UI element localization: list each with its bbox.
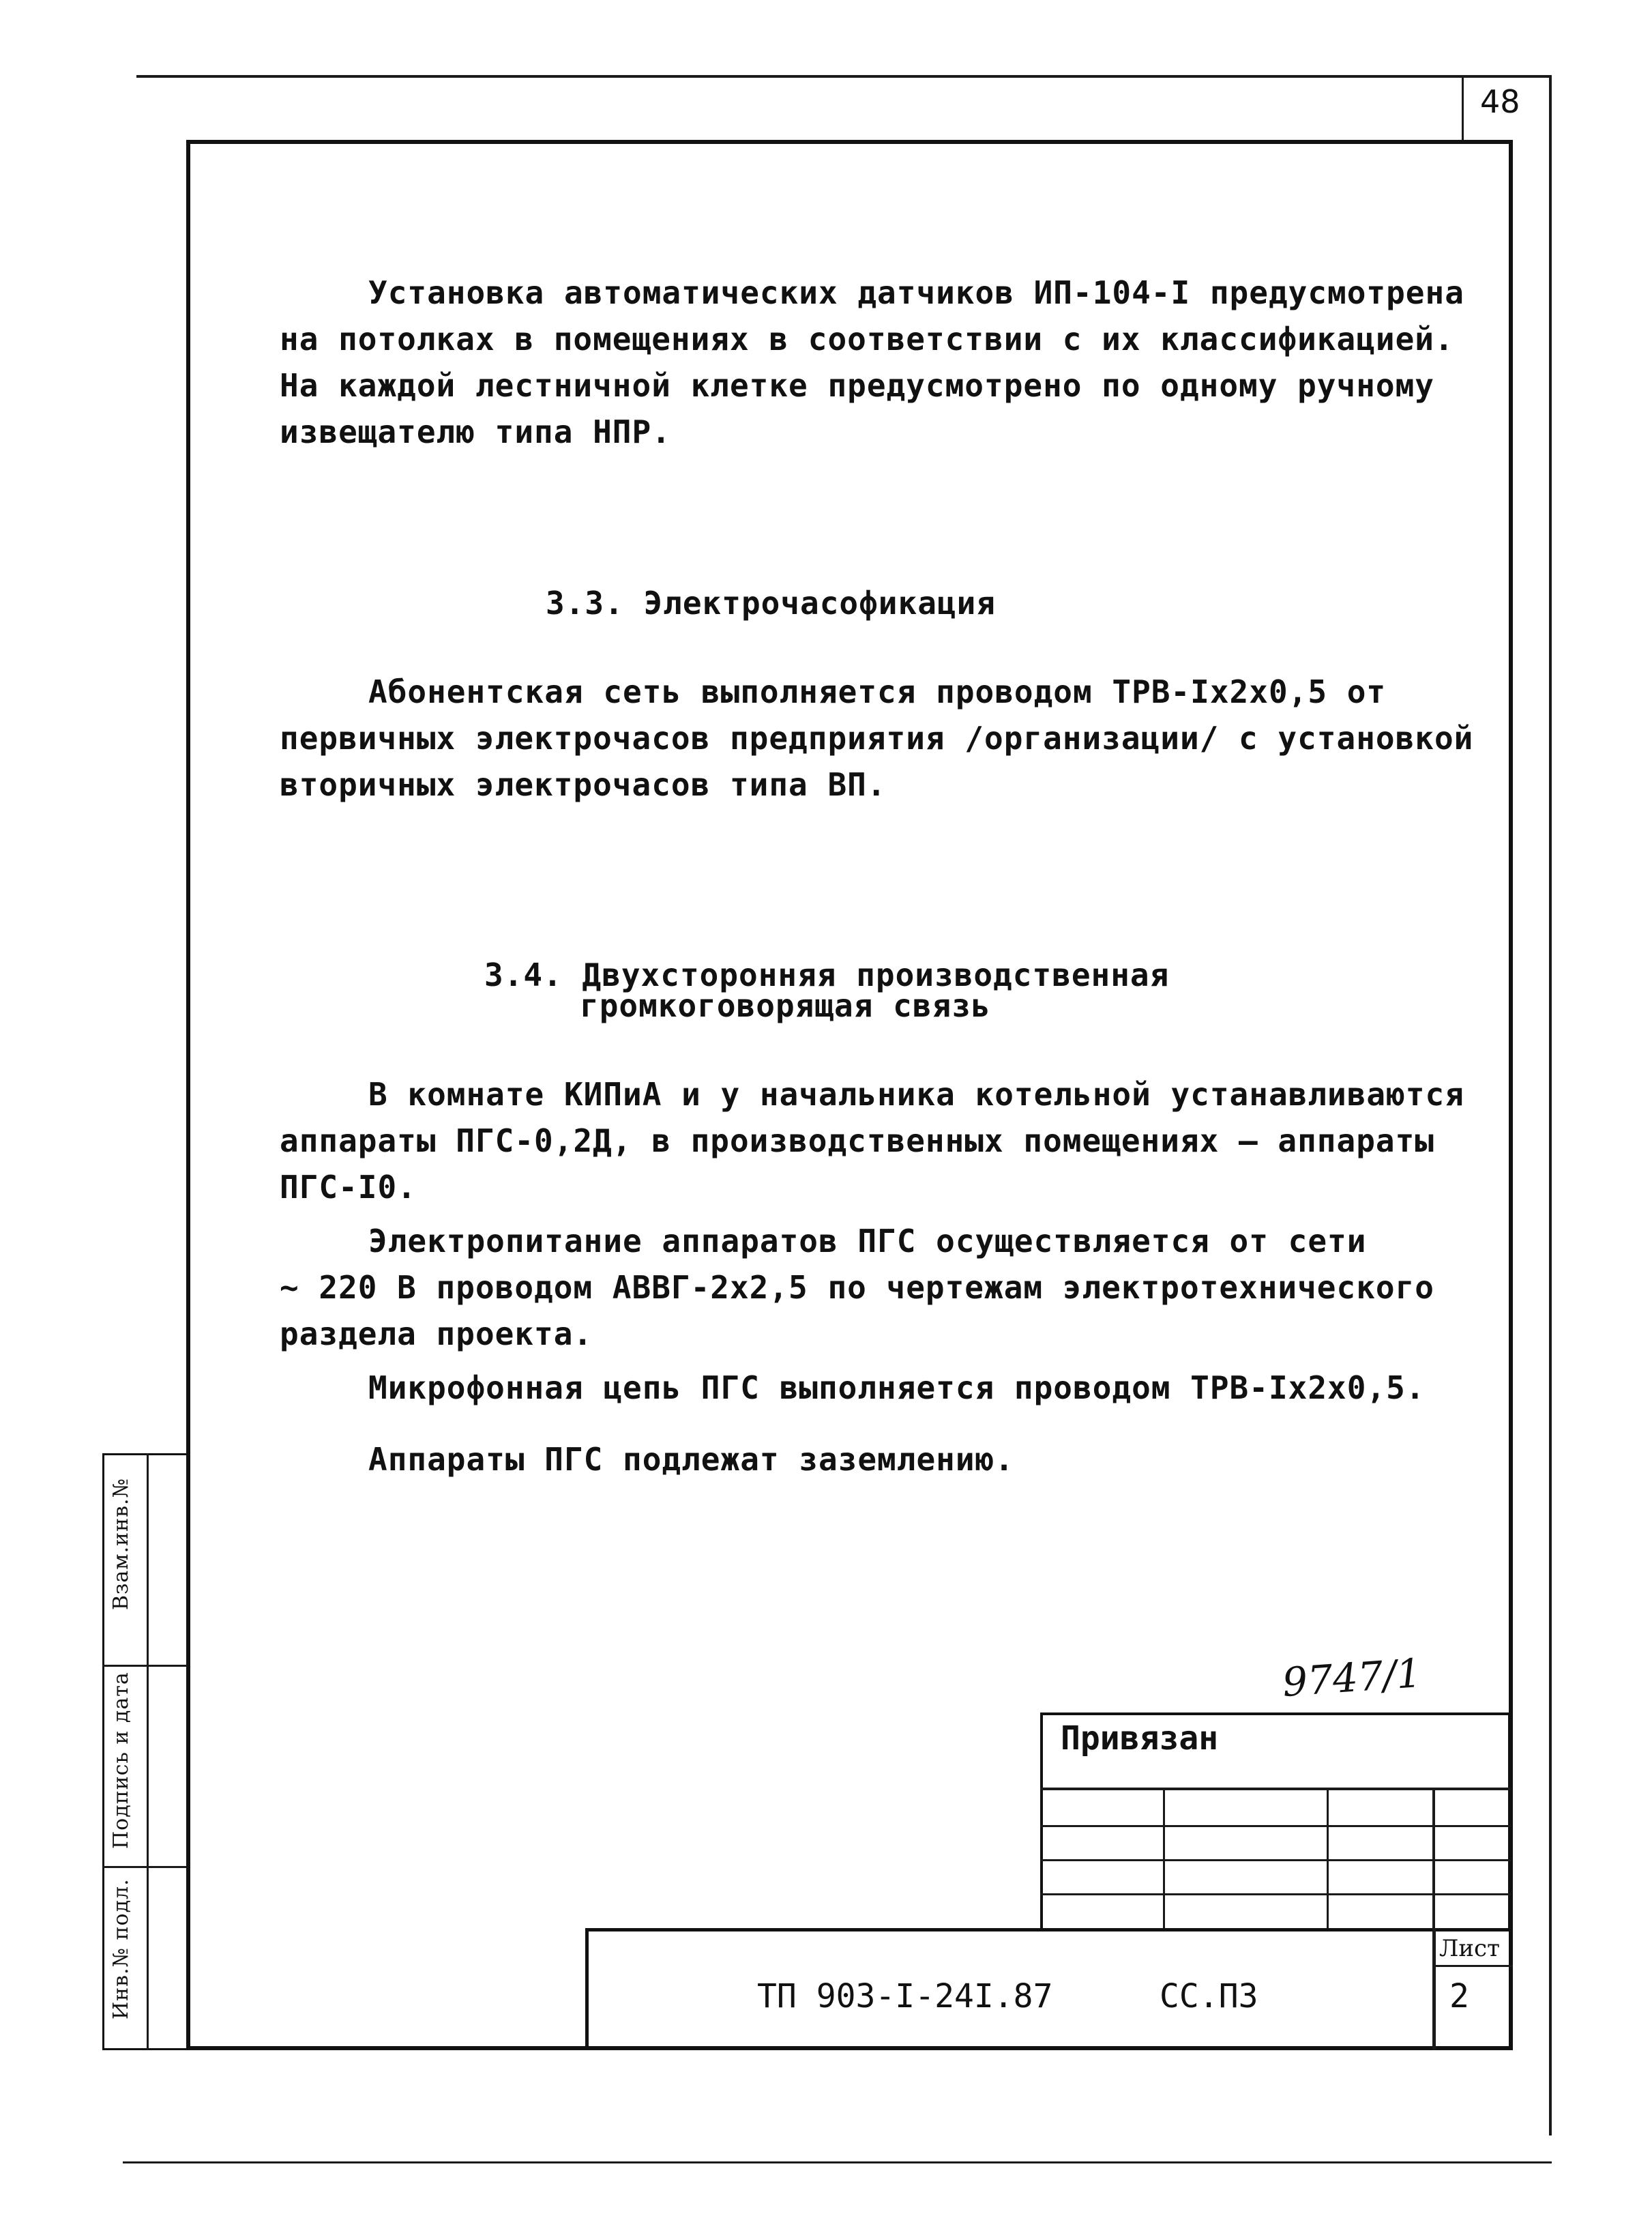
handwritten-number: 9747/1: [1280, 1649, 1424, 1706]
detectors-paragraph: [280, 269, 1464, 455]
stamp-h2: [1040, 1825, 1511, 1827]
text-line: ~ 220 В проводом АВВГ-2х2,5 по чертежам электротехнического: [280, 1269, 1434, 1306]
stamp-sheet-number: 2: [1449, 1977, 1469, 2015]
text-line: раздела проекта.: [280, 1315, 593, 1352]
stamp-v1: [1163, 1788, 1165, 1931]
side-strip-row1: [102, 1665, 186, 1667]
side-label-inv: Инв.№ подл.: [109, 1878, 133, 2020]
text-line: ПГС-I0.: [280, 1169, 417, 1206]
text-line: Абонентская сеть выполняется проводом ТРВ-Iх2х0,5 от: [368, 673, 1387, 710]
text-line: Аппараты ПГС подлежат заземлению.: [368, 1441, 1014, 1478]
section-3-4-heading-line1: 3.4. Двухсторонняя производственная: [484, 957, 1170, 993]
top-outer-rule: [136, 75, 1552, 78]
side-strip-divider: [147, 1453, 149, 2050]
stamp-v2: [1327, 1788, 1329, 1931]
stamp-h1: [1040, 1788, 1511, 1790]
section-3-4-para2: [280, 1218, 1439, 1357]
text-line: В комнате КИПиА и у начальника котельной устанавливаются: [368, 1076, 1464, 1113]
stamp-doc: СС.ПЗ: [1160, 1977, 1258, 2015]
page-number: 48: [1480, 83, 1520, 120]
section-3-3-paragraph: [280, 669, 1474, 808]
bottom-outer-rule: [123, 2161, 1552, 2163]
text-line: Микрофонная цепь ПГС выполняется проводом ТРВ-Iх2х0,5.: [368, 1369, 1426, 1406]
side-strip-row2: [102, 1866, 186, 1868]
side-label-podpis: Подпись и дата: [109, 1672, 133, 1849]
stamp-sheet-hline: [1432, 1965, 1513, 1967]
side-label-vzam: Взам.инв.№: [109, 1478, 133, 1610]
text-line: Установка автоматических датчиков ИП-104-I предусмотрена: [368, 274, 1464, 311]
stamp-code: ТП 903-I-24I.87: [757, 1977, 1053, 2015]
stamp-v3: [1432, 1788, 1435, 1931]
stamp-h3: [1040, 1859, 1511, 1861]
page-number-box-left: [1462, 75, 1464, 140]
text-line: вторичных электрочасов типа ВП.: [280, 766, 887, 803]
text-line: первичных электрочасов предприятия /организации/ с установкой: [280, 720, 1474, 757]
text-line: на потолках в помещениях в соответствии с их классификацией.: [280, 321, 1454, 358]
text-line: На каждой лестничной клетке предусмотрено по одному ручному: [280, 367, 1434, 404]
section-3-4-para4: [280, 1436, 1439, 1483]
section-3-4-para1: [280, 1071, 1464, 1210]
stamp-sheet-divider: [1432, 1928, 1436, 2050]
text-line: Электропитание аппаратов ПГС осуществляется от сети: [368, 1223, 1367, 1259]
right-outer-rule: [1549, 75, 1552, 2135]
stamp-privyazan: Привязан: [1061, 1719, 1219, 1758]
text-line: аппараты ПГС-0,2Д, в производственных помещениях – аппараты: [280, 1122, 1434, 1159]
section-3-4-para3: [280, 1365, 1439, 1411]
section-3-4-heading-line2: громкоговорящая связь: [580, 987, 991, 1024]
text-line: извещателю типа НПР.: [280, 413, 671, 450]
section-3-3-heading: 3.3. Электрочасофикация: [546, 585, 996, 622]
stamp-sheet-label: Лист: [1439, 1935, 1500, 1962]
stamp-h4: [1040, 1893, 1511, 1895]
